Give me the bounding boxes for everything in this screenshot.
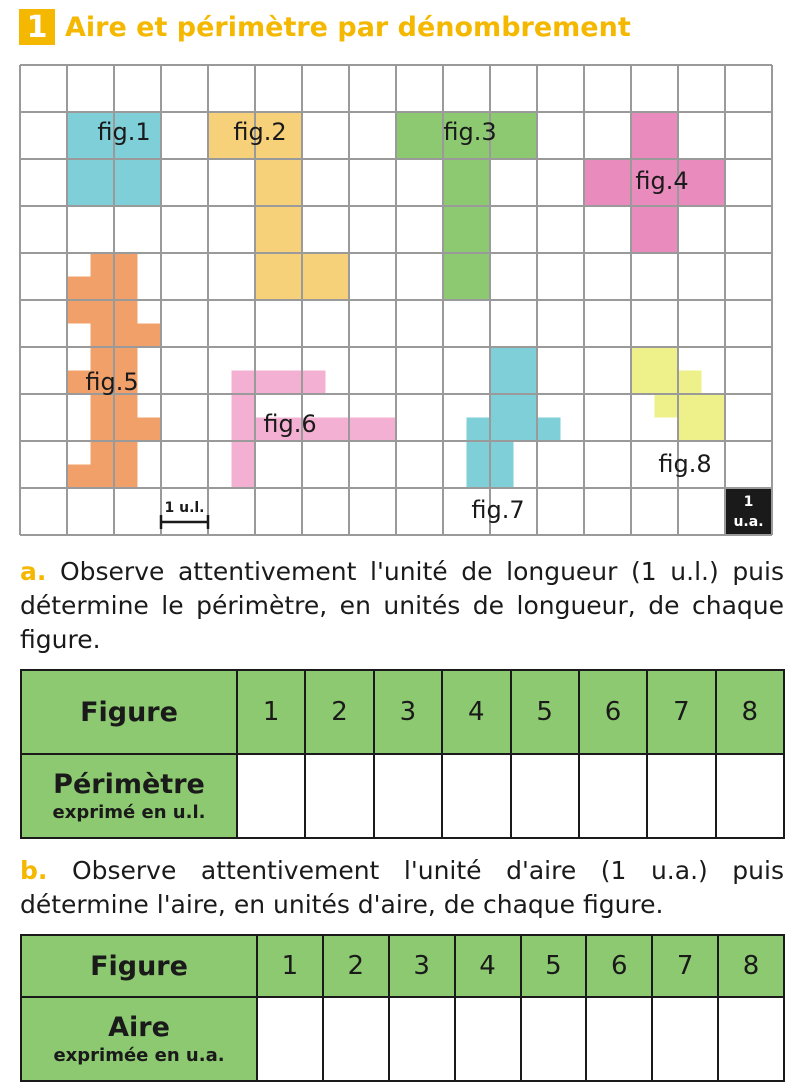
area-col-header-4: 4 <box>455 935 521 997</box>
perimeter-answer-cell-4[interactable] <box>442 754 510 838</box>
perimeter-col-header-3: 3 <box>374 670 442 754</box>
perimeter-answer-cell-2[interactable] <box>305 754 373 838</box>
question-b-letter: b. <box>20 856 48 885</box>
area-table-header: Figure <box>21 935 257 997</box>
unit-length-label: 1 u.l. <box>164 500 205 516</box>
area-answer-cell-8[interactable] <box>718 997 784 1081</box>
figure-label-6: fig.6 <box>263 410 317 438</box>
area-col-header-2: 2 <box>323 935 389 997</box>
area-col-header-6: 6 <box>586 935 652 997</box>
perimeter-table-header: Figure <box>21 670 237 754</box>
question-b <box>20 854 784 922</box>
area-table <box>20 934 785 1082</box>
perimeter-table <box>20 669 785 839</box>
area-answer-cell-2[interactable] <box>323 997 389 1081</box>
figure-label-4: fig.4 <box>635 167 689 195</box>
question-a-text: Observe attentivement l'unité de longueur (1 u.l.) puis détermine le périmètre, en unités de longueur, de chaque figure. <box>20 557 784 654</box>
perimeter-col-header-7: 7 <box>647 670 715 754</box>
perimeter-answer-cell-7[interactable] <box>647 754 715 838</box>
perimeter-col-header-1: 1 <box>237 670 305 754</box>
area-answer-cell-3[interactable] <box>389 997 455 1081</box>
figure-label-1: fig.1 <box>97 118 151 146</box>
area-col-header-7: 7 <box>652 935 718 997</box>
area-col-header-8: 8 <box>718 935 784 997</box>
area-answer-cell-5[interactable] <box>521 997 587 1081</box>
area-col-header-3: 3 <box>389 935 455 997</box>
area-col-header-5: 5 <box>521 935 587 997</box>
area-row-label: Aire exprimée en u.a. <box>21 997 257 1081</box>
figure-label-5: fig.5 <box>85 368 139 396</box>
question-a-letter: a. <box>20 557 47 586</box>
perimeter-col-header-5: 5 <box>511 670 579 754</box>
perimeter-col-header-8: 8 <box>716 670 784 754</box>
figure-label-2: fig.2 <box>233 118 287 146</box>
area-col-header-1: 1 <box>257 935 323 997</box>
perimeter-col-header-2: 2 <box>305 670 373 754</box>
area-answer-cell-7[interactable] <box>652 997 718 1081</box>
perimeter-answer-cell-3[interactable] <box>374 754 442 838</box>
perimeter-col-header-6: 6 <box>579 670 647 754</box>
unit-area-label-2: u.a. <box>733 514 764 530</box>
unit-area-label-1: 1 <box>743 494 754 510</box>
perimeter-col-header-4: 4 <box>442 670 510 754</box>
perimeter-row-label: Périmètre exprimé en u.l. <box>21 754 237 838</box>
figure-label-3: fig.3 <box>443 118 497 146</box>
area-answer-cell-4[interactable] <box>455 997 521 1081</box>
figure-label-7: fig.7 <box>471 496 525 524</box>
area-answer-cell-6[interactable] <box>586 997 652 1081</box>
question-a <box>20 555 784 657</box>
exercise-number-badge: 1 <box>19 9 55 45</box>
figure-7-shape <box>467 347 561 488</box>
exercise-title: Aire et périmètre par dénombrement <box>65 11 631 43</box>
area-answer-cell-1[interactable] <box>257 997 323 1081</box>
figure-label-8: fig.8 <box>658 450 712 478</box>
perimeter-answer-cell-6[interactable] <box>579 754 647 838</box>
perimeter-answer-cell-8[interactable] <box>716 754 784 838</box>
perimeter-answer-cell-5[interactable] <box>511 754 579 838</box>
perimeter-answer-cell-1[interactable] <box>237 754 305 838</box>
question-b-text: Observe attentivement l'unité d'aire (1 u.a.) puis détermine l'aire, en unités d'aire, de chaque figure. <box>20 856 784 919</box>
